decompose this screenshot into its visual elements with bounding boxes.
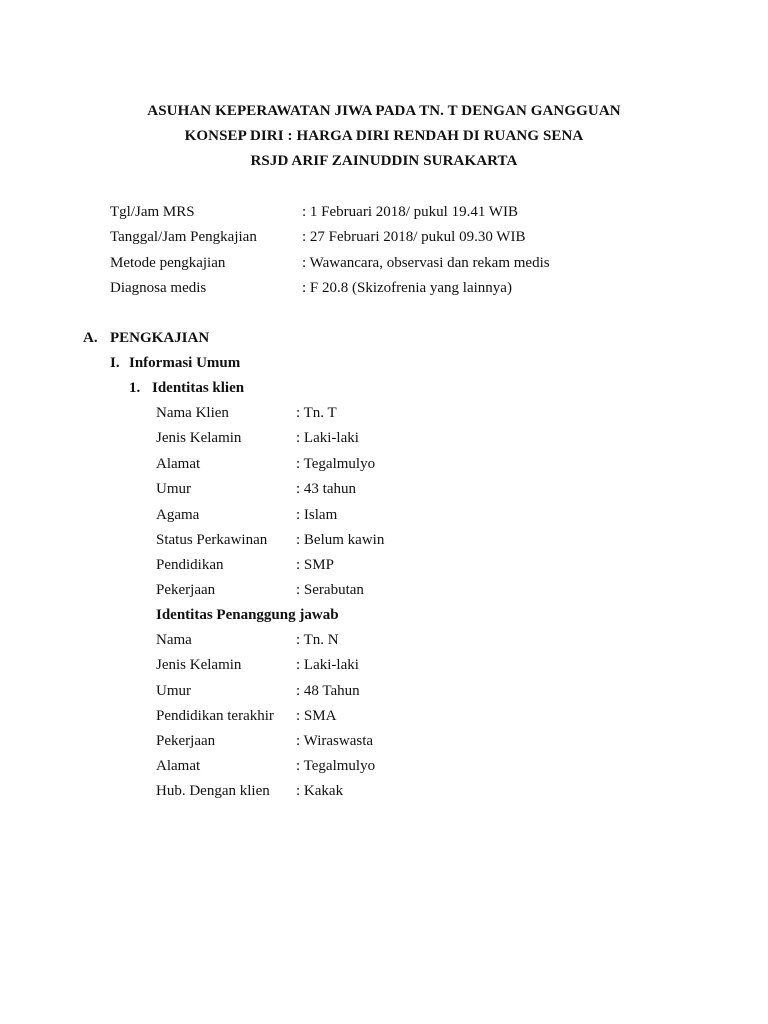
field-label: Nama Klien (156, 405, 229, 421)
field-value: : Laki-laki (296, 430, 359, 446)
field-value: : 48 Tahun (296, 683, 360, 699)
field-label: Jenis Kelamin (156, 657, 242, 673)
field-value: : Serabutan (296, 582, 364, 598)
field-label: Umur (156, 683, 191, 699)
section-a-label: PENGKAJIAN (110, 330, 210, 346)
field-label: Agama (156, 507, 200, 523)
title-line-3: RSJD ARIF ZAINUDDIN SURAKARTA (250, 153, 518, 169)
field-label: Alamat (156, 456, 201, 472)
field-value: : Wiraswasta (296, 733, 374, 749)
field-value: : Kakak (296, 783, 344, 799)
field-label: Nama (156, 632, 192, 648)
meta-label: Metode pengkajian (110, 255, 226, 271)
meta-label: Tanggal/Jam Pengkajian (110, 229, 257, 245)
field-label: Pekerjaan (156, 733, 216, 749)
title-line-1: ASUHAN KEPERAWATAN JIWA PADA TN. T DENGAN GANGGUAN (147, 103, 621, 119)
meta-value: : 1 Februari 2018/ pukul 19.41 WIB (302, 204, 518, 220)
field-label: Pendidikan (156, 557, 224, 573)
title-line-2: KONSEP DIRI : HARGA DIRI RENDAH DI RUANG SENA (184, 128, 584, 144)
meta-label: Diagnosa medis (110, 280, 207, 296)
field-label: Alamat (156, 758, 201, 774)
field-label: Hub. Dengan klien (156, 783, 270, 799)
section-1-heading (129, 380, 244, 397)
field-value: : Tegalmulyo (296, 456, 376, 472)
field-label: Umur (156, 481, 191, 497)
field-value: : Islam (296, 507, 338, 523)
field-value: : Laki-laki (296, 657, 359, 673)
field-label: Status Perkawinan (156, 532, 268, 548)
field-label: Pekerjaan (156, 582, 216, 598)
meta-label: Tgl/Jam MRS (110, 204, 195, 220)
field-value: : Belum kawin (296, 532, 385, 548)
field-value: : Tegalmulyo (296, 758, 376, 774)
section-1-marker: 1. (129, 380, 141, 396)
field-value: : SMP (296, 557, 334, 573)
meta-value: : F 20.8 (Skizofrenia yang lainnya) (302, 280, 512, 296)
field-value: : Tn. N (296, 632, 339, 648)
field-label: Jenis Kelamin (156, 430, 242, 446)
section-a-marker: A. (83, 330, 98, 346)
meta-value: : 27 Februari 2018/ pukul 09.30 WIB (302, 229, 526, 245)
section-i-heading (110, 355, 240, 372)
section-a-heading (83, 330, 209, 347)
section-i-marker: I. (110, 355, 120, 371)
field-value: : 43 tahun (296, 481, 356, 497)
meta-value: : Wawancara, observasi dan rekam medis (302, 255, 550, 271)
field-value: : SMA (296, 708, 337, 724)
section-i-label: Informasi Umum (129, 355, 241, 371)
section-1-label: Identitas klien (152, 380, 245, 396)
penanggung-heading: Identitas Penanggung jawab (156, 607, 339, 623)
field-value: : Tn. T (296, 405, 337, 421)
field-label: Pendidikan terakhir (156, 708, 274, 724)
